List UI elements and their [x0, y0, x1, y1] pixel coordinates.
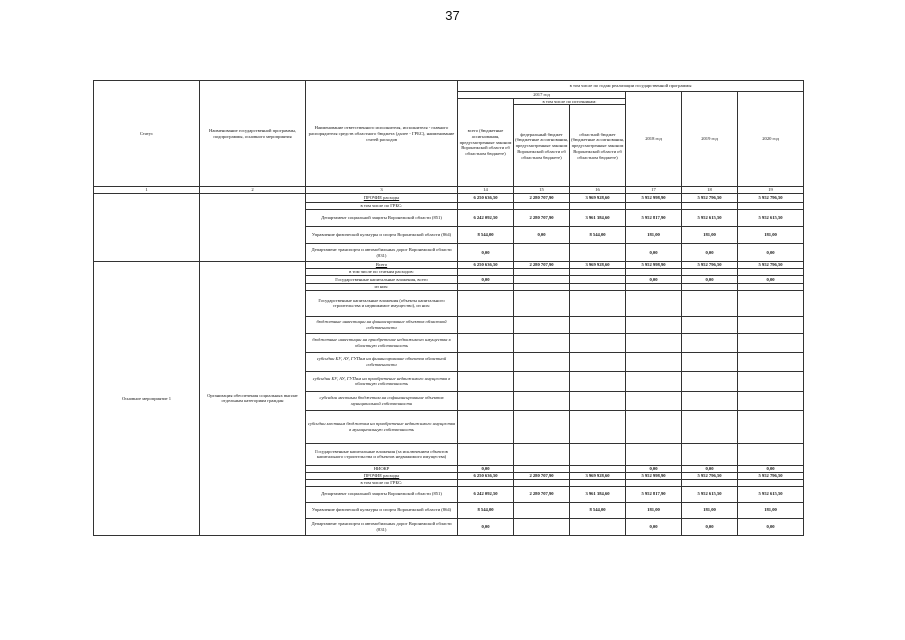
- value-y19: 181,00: [682, 227, 738, 244]
- value-reg: [570, 465, 626, 472]
- value-y19: 5 952 796,50: [682, 472, 738, 479]
- value-total: 6 250 636,50: [458, 194, 514, 203]
- value-y20: [738, 391, 804, 410]
- value-total: [458, 290, 514, 316]
- header-2020: 2020 год: [738, 92, 804, 187]
- value-y20: 5 952 796,50: [738, 472, 804, 479]
- value-y18: 5 952 998,90: [626, 194, 682, 203]
- value-y18: [626, 443, 682, 465]
- value-y20: 0,00: [738, 518, 804, 535]
- value-reg: [570, 479, 626, 486]
- value-fed: [514, 352, 570, 371]
- value-y19: [682, 391, 738, 410]
- value-y18: 0,00: [626, 244, 682, 262]
- value-reg: [570, 203, 626, 210]
- value-y18: [626, 391, 682, 410]
- value-y18: [626, 410, 682, 443]
- column-number-4: 14: [458, 187, 514, 194]
- value-reg: 3 961 384,60: [570, 210, 626, 227]
- value-y19: [682, 316, 738, 333]
- value-reg: [570, 284, 626, 291]
- header-regional-col: областной бюджет (бюджетные ассигнования, предусмотренные законом Воронежской области об областном бюджете): [570, 105, 626, 187]
- column-number-8: 18: [682, 187, 738, 194]
- value-total: 0,00: [458, 276, 514, 284]
- value-y20: [738, 269, 804, 276]
- value-total: [458, 316, 514, 333]
- value-y20: [738, 290, 804, 316]
- value-reg: [570, 244, 626, 262]
- value-total: 8 544,00: [458, 227, 514, 244]
- value-fed: [514, 290, 570, 316]
- value-y18: [626, 333, 682, 352]
- header-by-source: в том числе по источникам:: [514, 98, 626, 105]
- value-fed: [514, 203, 570, 210]
- value-reg: [570, 269, 626, 276]
- value-y19: [682, 203, 738, 210]
- value-total: [458, 269, 514, 276]
- value-y19: 5 952 796,50: [682, 262, 738, 269]
- value-y20: [738, 371, 804, 391]
- value-fed: 2 280 707,90: [514, 194, 570, 203]
- value-y18: 5 952 817,90: [626, 210, 682, 227]
- blank-program: [200, 194, 306, 262]
- value-y20: 181,00: [738, 227, 804, 244]
- value-y20: [738, 284, 804, 291]
- header-federal-col: федеральный бюджет (бюджетные ассигнования, предусмотренные законом Воронежской области об областном бюджете): [514, 105, 570, 187]
- value-y18: 5 952 998,90: [626, 262, 682, 269]
- column-number-7: 17: [626, 187, 682, 194]
- row-name: бюджетные инвестиции на финансирование объектов областной собственности: [306, 316, 458, 333]
- row-name: Департамент социальной защиты Воронежской области (851): [306, 210, 458, 227]
- value-y19: 181,00: [682, 502, 738, 518]
- row-name: субсидии местным бюджетам на софинансирование объектов муниципальной собственности: [306, 391, 458, 410]
- value-y20: [738, 479, 804, 486]
- value-y19: 0,00: [682, 465, 738, 472]
- value-y19: [682, 443, 738, 465]
- value-fed: [514, 284, 570, 291]
- value-fed: [514, 502, 570, 518]
- value-y18: 181,00: [626, 502, 682, 518]
- header-status: Статус: [94, 81, 200, 187]
- value-reg: [570, 290, 626, 316]
- row-name: Государственные капитальные вложения (объекты капитального строительства и недвижимое имущество), из них:: [306, 290, 458, 316]
- header-total-col: всего (бюджетные ассигнования, предусмотренные законом Воронежской области об областном бюджете): [458, 98, 514, 187]
- value-y19: [682, 371, 738, 391]
- program-cell: Организация обеспечения социальных выплат отдельным категориям граждан: [200, 262, 306, 535]
- value-total: 0,00: [458, 465, 514, 472]
- value-y18: [626, 316, 682, 333]
- value-total: [458, 391, 514, 410]
- value-y20: 5 952 796,50: [738, 262, 804, 269]
- value-reg: [570, 333, 626, 352]
- value-total: 6 250 636,50: [458, 262, 514, 269]
- column-number-2: 2: [200, 187, 306, 194]
- value-y19: 0,00: [682, 244, 738, 262]
- value-total: [458, 352, 514, 371]
- value-total: [458, 410, 514, 443]
- row-name: субсидии местным бюджетам на приобретение недвижимого имущества в муниципальную собственность: [306, 410, 458, 443]
- value-y19: [682, 352, 738, 371]
- row-name: НИОКР: [306, 465, 458, 472]
- row-name: ПРОЧИЕ расходы: [306, 472, 458, 479]
- value-reg: [570, 352, 626, 371]
- value-total: 0,00: [458, 244, 514, 262]
- value-reg: [570, 371, 626, 391]
- row-name: Департамент социальной защиты Воронежской области (851): [306, 486, 458, 502]
- header-executor: Наименование ответственного исполнителя, исполнителя - главного распорядителя средств областного бюджета (далее - ГРБС), наименование статей расходов: [306, 81, 458, 187]
- value-y18: [626, 284, 682, 291]
- value-total: [458, 203, 514, 210]
- value-y19: 5 952 615,50: [682, 210, 738, 227]
- value-reg: [570, 276, 626, 284]
- blank-status: [94, 194, 200, 262]
- budget-table: [93, 80, 804, 536]
- value-total: [458, 333, 514, 352]
- value-y19: [682, 410, 738, 443]
- value-y19: [682, 290, 738, 316]
- page-number: 37: [445, 8, 460, 23]
- value-total: [458, 371, 514, 391]
- column-number-6: 16: [570, 187, 626, 194]
- value-fed: [514, 371, 570, 391]
- value-fed: 2 280 707,90: [514, 486, 570, 502]
- column-number-5: 15: [514, 187, 570, 194]
- value-total: [458, 443, 514, 465]
- value-fed: 2 280 707,90: [514, 472, 570, 479]
- value-fed: [514, 244, 570, 262]
- value-y20: [738, 410, 804, 443]
- column-number-3: 3: [306, 187, 458, 194]
- value-y20: 5 952 615,50: [738, 210, 804, 227]
- value-y20: [738, 203, 804, 210]
- row-name: Управление физической культуры и спорта Воронежской области (864): [306, 502, 458, 518]
- value-total: 6 242 092,50: [458, 210, 514, 227]
- value-total: [458, 479, 514, 486]
- value-y20: [738, 352, 804, 371]
- value-y19: 0,00: [682, 518, 738, 535]
- value-y20: 0,00: [738, 276, 804, 284]
- value-y20: 0,00: [738, 244, 804, 262]
- row-name: субсидии БУ, АУ, ГУПам на приобретение недвижимого имущества в областную собственность: [306, 371, 458, 391]
- value-y19: 5 952 615,50: [682, 486, 738, 502]
- value-y19: [682, 333, 738, 352]
- value-fed: [514, 333, 570, 352]
- value-y18: 181,00: [626, 227, 682, 244]
- value-fed: [514, 410, 570, 443]
- value-total: 6 250 636,50: [458, 472, 514, 479]
- value-reg: [570, 518, 626, 535]
- value-fed: [514, 465, 570, 472]
- value-y18: 0,00: [626, 518, 682, 535]
- value-reg: [570, 410, 626, 443]
- row-name: Государственные капитальные вложения, всего: [306, 276, 458, 284]
- value-y20: [738, 333, 804, 352]
- header-2018: 2018 год: [626, 92, 682, 187]
- header-year-2017: 2017 год: [458, 92, 626, 99]
- row-name: Государственные капитальные вложения (за исключением объектов капитального строительства и объектов недвижимого имущества): [306, 443, 458, 465]
- row-name: в том числе по ГРБС:: [306, 203, 458, 210]
- value-y19: [682, 479, 738, 486]
- status-cell: Основное мероприятие 1: [94, 262, 200, 535]
- value-fed: 0,00: [514, 227, 570, 244]
- value-total: 6 242 092,50: [458, 486, 514, 502]
- value-y18: 5 952 998,90: [626, 472, 682, 479]
- value-total: 8 544,00: [458, 502, 514, 518]
- header-by-year: в том числе по годам реализации государственной программы: [458, 81, 804, 92]
- row-name: Департамент транспорта и автомобильных дорог Воронежской области (831): [306, 518, 458, 535]
- column-number-1: 1: [94, 187, 200, 194]
- value-y20: 181,00: [738, 502, 804, 518]
- value-total: [458, 284, 514, 291]
- row-name: Департамент транспорта и автомобильных дорог Воронежской области (831): [306, 244, 458, 262]
- value-y20: 0,00: [738, 465, 804, 472]
- value-y18: [626, 352, 682, 371]
- value-y19: [682, 269, 738, 276]
- header-program-name: Наименование государственной программы, подпрограммы, основного мероприятия: [200, 81, 306, 187]
- value-y19: [682, 284, 738, 291]
- value-y20: 5 952 615,50: [738, 486, 804, 502]
- value-fed: [514, 276, 570, 284]
- value-fed: 2 280 707,90: [514, 262, 570, 269]
- row-name: субсидии БУ, АУ, ГУПам на финансирование объектов областной собственности: [306, 352, 458, 371]
- value-fed: 2 280 707,90: [514, 210, 570, 227]
- value-reg: [570, 443, 626, 465]
- value-y19: 0,00: [682, 276, 738, 284]
- value-y20: [738, 443, 804, 465]
- value-fed: [514, 316, 570, 333]
- value-y18: 0,00: [626, 465, 682, 472]
- row-name: в том числе по ГРБС:: [306, 479, 458, 486]
- value-fed: [514, 269, 570, 276]
- row-name: ПРОЧИЕ расходы: [306, 194, 458, 203]
- value-y18: 5 952 817,90: [626, 486, 682, 502]
- value-fed: [514, 479, 570, 486]
- value-reg: 3 969 928,60: [570, 194, 626, 203]
- value-y20: 5 952 796,50: [738, 194, 804, 203]
- value-reg: [570, 316, 626, 333]
- row-name: бюджетные инвестиции на приобретение недвижимого имущества в областную собственность: [306, 333, 458, 352]
- table-row: [94, 194, 804, 203]
- row-name: Всего: [306, 262, 458, 269]
- value-reg: 3 969 928,60: [570, 262, 626, 269]
- value-reg: 3 969 928,60: [570, 472, 626, 479]
- value-y18: [626, 371, 682, 391]
- row-name: Управление физической культуры и спорта Воронежской области (864): [306, 227, 458, 244]
- column-number-9: 19: [738, 187, 804, 194]
- table-row: [94, 262, 804, 269]
- value-y18: [626, 203, 682, 210]
- value-y19: 5 952 796,50: [682, 194, 738, 203]
- value-reg: 3 961 384,60: [570, 486, 626, 502]
- value-total: 0,00: [458, 518, 514, 535]
- value-fed: [514, 518, 570, 535]
- value-fed: [514, 391, 570, 410]
- row-name: в том числе по статьям расходов:: [306, 269, 458, 276]
- value-y18: [626, 479, 682, 486]
- value-fed: [514, 443, 570, 465]
- value-y18: 0,00: [626, 276, 682, 284]
- value-y18: [626, 290, 682, 316]
- value-y20: [738, 316, 804, 333]
- row-name: из них:: [306, 284, 458, 291]
- value-reg: 8 544,00: [570, 227, 626, 244]
- value-reg: 8 544,00: [570, 502, 626, 518]
- value-reg: [570, 391, 626, 410]
- value-y18: [626, 269, 682, 276]
- header-2019: 2019 год: [682, 92, 738, 187]
